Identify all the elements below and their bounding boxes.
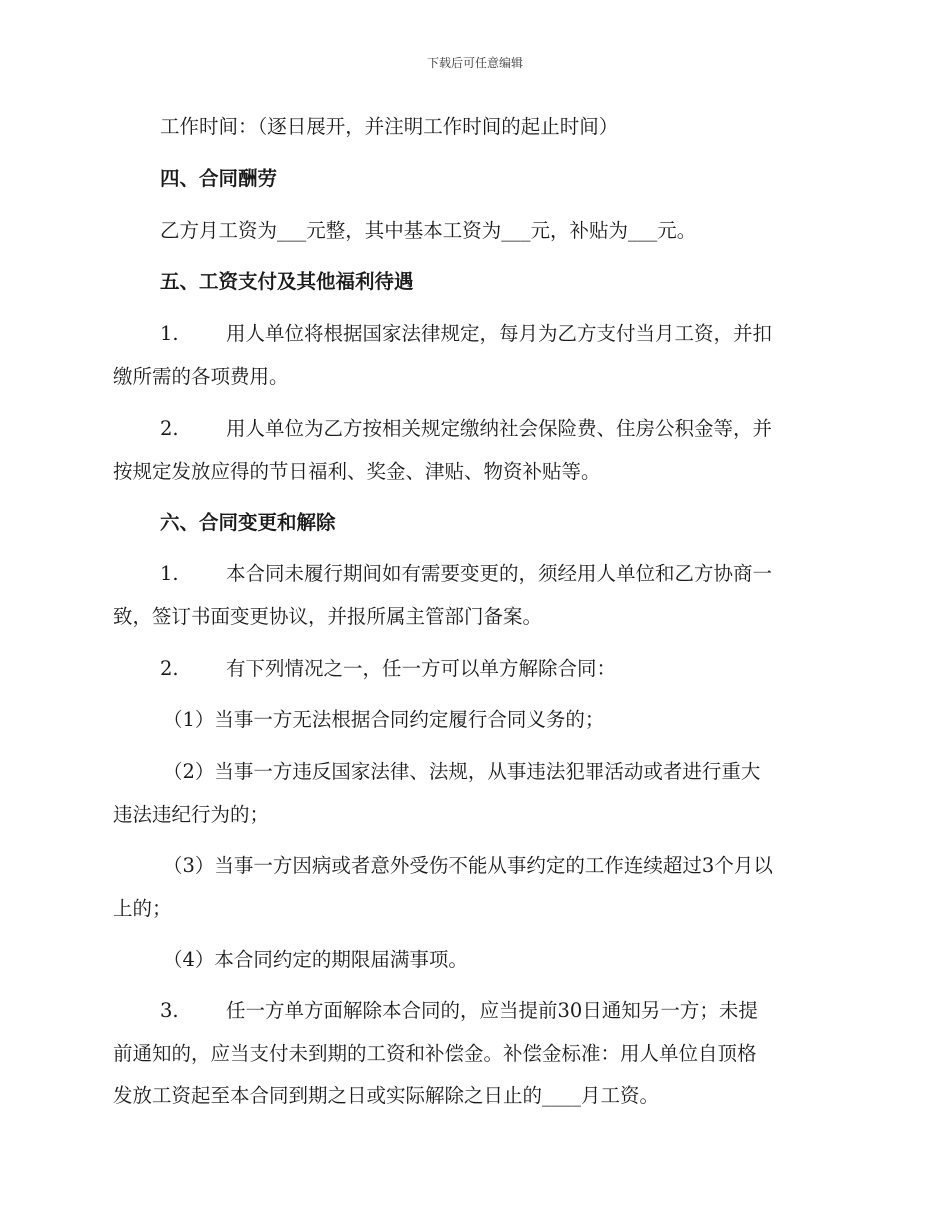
condition-1: （1）当事一方无法根据合同约定履行合同义务的；	[163, 708, 605, 731]
page-header: 下载后可任意编辑	[426, 56, 523, 70]
clause-6-2	[160, 656, 890, 682]
clause-6-1-cont: 致，签订书面变更协议，并报所属主管部门备案。	[113, 605, 543, 628]
clause-text: 任一方单方面解除本合同的，应当提前30日通知另一方；未提	[226, 999, 758, 1022]
clause-number: 3.	[160, 999, 179, 1022]
clause-number: 2.	[160, 657, 179, 680]
clause-6-3-cont-1: 前通知的，应当支付未到期的工资和补偿金。补偿金标准：用人单位自顶格	[113, 1042, 757, 1065]
clause-number: 1.	[160, 562, 179, 585]
clause-5-1-cont: 缴所需的各项费用。	[113, 365, 289, 388]
condition-3-cont: 上的；	[113, 897, 172, 920]
clause-number: 2.	[160, 417, 179, 440]
clause-6-3	[160, 998, 890, 1024]
work-time-line: 工作时间：（逐日展开，并注明工作时间的起止时间）	[160, 115, 619, 138]
condition-2-cont: 违法违纪行为的；	[113, 803, 270, 826]
condition-2: （2）当事一方违反国家法律、法规，从事违法犯罪活动或者进行重大	[163, 760, 761, 783]
clause-number: 1.	[160, 322, 179, 345]
salary-line: 乙方月工资为___元整，其中基本工资为___元，补贴为___元。	[160, 219, 697, 242]
clause-5-2-cont: 按规定发放应得的节日福利、奖金、津贴、物资补贴等。	[113, 460, 601, 483]
section-heading-4: 四、合同酬劳	[160, 167, 278, 190]
clause-text: 有下列情况之一，任一方可以单方解除合同：	[226, 657, 617, 680]
clause-5-2	[160, 416, 890, 442]
clause-text: 本合同未履行期间如有需要变更的，须经用人单位和乙方协商一	[226, 562, 773, 585]
clause-text: 用人单位为乙方按相关规定缴纳社会保险费、住房公积金等，并	[226, 417, 773, 440]
condition-3: （3）当事一方因病或者意外受伤不能从事约定的工作连续超过3个月以	[163, 854, 773, 877]
clause-5-1	[160, 321, 890, 347]
section-heading-5: 五、工资支付及其他福利待遇	[160, 270, 414, 293]
condition-4: （4）本合同约定的期限届满事项。	[163, 948, 468, 971]
clause-text: 用人单位将根据国家法律规定，每月为乙方支付当月工资，并扣	[226, 322, 773, 345]
clause-6-3-cont-2: 发放工资起至本合同到期之日或实际解除之日止的____月工资。	[113, 1084, 660, 1107]
section-heading-6: 六、合同变更和解除	[160, 511, 336, 534]
clause-6-1	[160, 561, 890, 587]
